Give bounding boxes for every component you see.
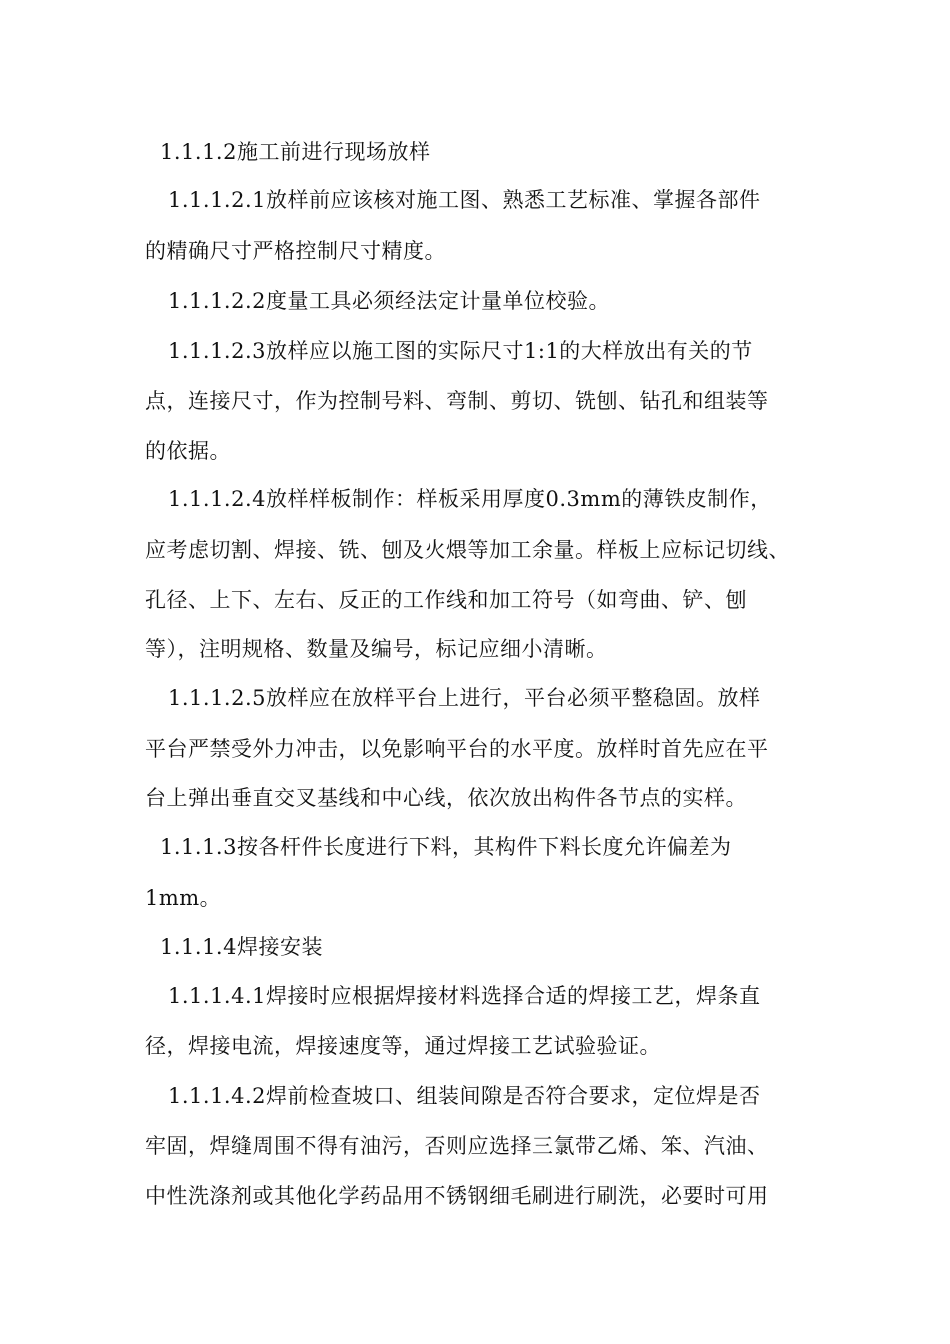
paragraph-1-1-1-2-3-line-1: 1.1.1.2.3放样应以施工图的实际尺寸1:1的大样放出有关的节 [168, 339, 753, 363]
paragraph-1-1-1-4-1-line-1: 1.1.1.4.1焊接时应根据焊接材料选择合适的焊接工艺，焊条直 [168, 984, 761, 1008]
paragraph-1-1-1-2-2-line-1: 1.1.1.2.2度量工具必须经法定计量单位校验。 [168, 289, 611, 313]
paragraph-1-1-1-2-4-line-2: 应考虑切割、焊接、铣、刨及火煨等加工余量。样板上应标记切线、 [145, 538, 790, 562]
paragraph-1-1-1-4-2-line-1: 1.1.1.4.2焊前检查坡口、组装间隙是否符合要求，定位焊是否 [168, 1084, 761, 1108]
paragraph-1-1-1-2-1-line-1: 1.1.1.2.1放样前应该核对施工图、熟悉工艺标准、掌握各部件 [168, 188, 761, 212]
paragraph-1-1-1-3-line-1: 1.1.1.3按各杆件长度进行下料，其构件下料长度允许偏差为 [160, 835, 732, 859]
paragraph-1-1-1-2-3-line-3: 的依据。 [145, 439, 231, 463]
paragraph-1-1-1-4-1-line-2: 径，焊接电流，焊接速度等，通过焊接工艺试验验证。 [145, 1034, 661, 1058]
paragraph-1-1-1-4-2-line-3: 中性洗涤剂或其他化学药品用不锈钢细毛刷进行刷洗，必要时可用 [145, 1184, 769, 1208]
paragraph-1-1-1-2-5-line-3: 台上弹出垂直交叉基线和中心线，依次放出构件各节点的实样。 [145, 786, 747, 810]
paragraph-1-1-1-3-line-2: 1mm。 [145, 886, 222, 910]
heading-1-1-1-4: 1.1.1.4焊接安装 [160, 935, 323, 959]
paragraph-1-1-1-2-3-line-2: 点，连接尺寸，作为控制号料、弯制、剪切、铣刨、钻孔和组装等 [145, 389, 769, 413]
paragraph-1-1-1-4-2-line-2: 牢固，焊缝周围不得有油污，否则应选择三氯带乙烯、笨、汽油、 [145, 1134, 769, 1158]
heading-1-1-1-2: 1.1.1.2施工前进行现场放样 [160, 140, 431, 164]
paragraph-1-1-1-2-4-line-1: 1.1.1.2.4放样样板制作：样板采用厚度0.3mm的薄铁皮制作， [168, 487, 772, 511]
paragraph-1-1-1-2-4-line-3: 孔径、上下、左右、反正的工作线和加工符号（如弯曲、铲、刨 [145, 588, 747, 612]
paragraph-1-1-1-2-5-line-1: 1.1.1.2.5放样应在放样平台上进行，平台必须平整稳固。放样 [168, 686, 761, 710]
paragraph-1-1-1-2-1-line-2: 的精确尺寸严格控制尺寸精度。 [145, 239, 446, 263]
paragraph-1-1-1-2-5-line-2: 平台严禁受外力冲击，以免影响平台的水平度。放样时首先应在平 [145, 737, 769, 761]
paragraph-1-1-1-2-4-line-4: 等），注明规格、数量及编号，标记应细小清晰。 [145, 637, 608, 661]
